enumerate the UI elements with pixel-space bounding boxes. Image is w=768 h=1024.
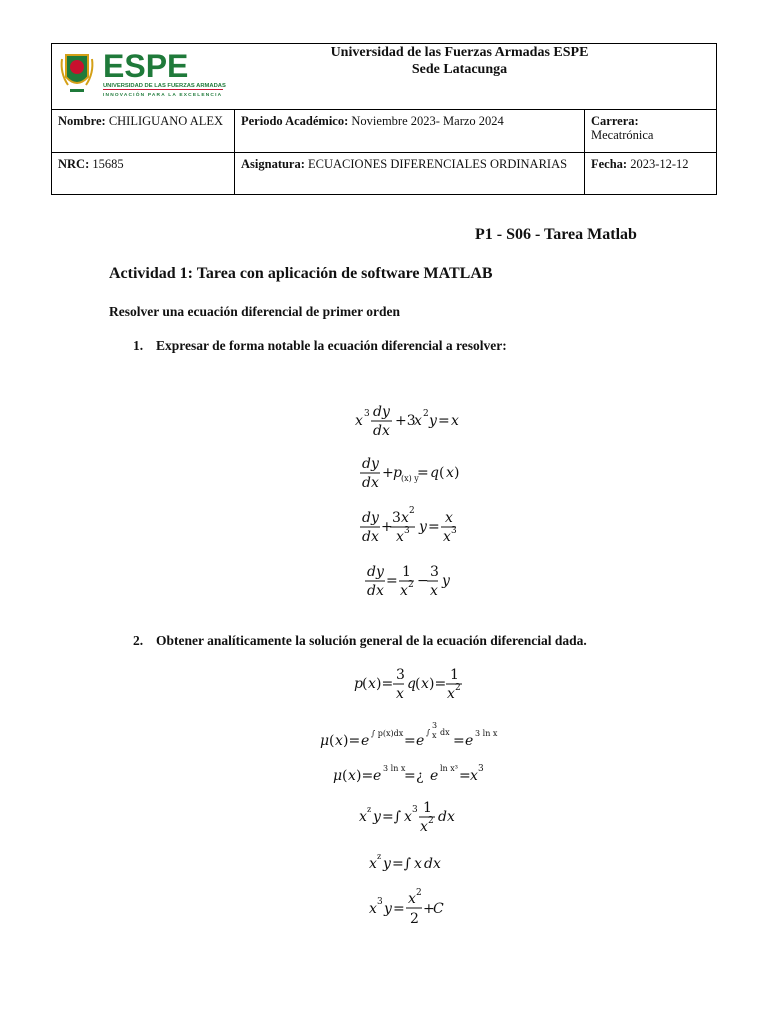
svg-text:=∫: =∫ xyxy=(382,809,402,825)
svg-text:2: 2 xyxy=(410,911,419,927)
svg-text:(: ( xyxy=(329,733,335,749)
svg-text:x: x xyxy=(396,529,404,545)
svg-text:(: ( xyxy=(342,768,348,784)
svg-text:(x) y: (x) y xyxy=(401,474,419,483)
svg-text:=: = xyxy=(393,901,405,917)
svg-text:∫ p(x)dx: ∫ p(x)dx xyxy=(371,729,404,738)
svg-text:dx: dx xyxy=(424,856,441,872)
logo-subtitle: UNIVERSIDAD DE LAS FUERZAS ARMADAS xyxy=(103,83,226,89)
svg-text:)=: )= xyxy=(343,733,361,749)
svg-text:1: 1 xyxy=(402,564,411,580)
svg-text:1: 1 xyxy=(450,667,459,683)
svg-text:2: 2 xyxy=(455,683,461,693)
svg-text:x: x xyxy=(348,768,356,784)
equation-10 xyxy=(369,888,444,927)
svg-text:+3: +3 xyxy=(395,413,416,429)
list-item-1-number: 1. xyxy=(133,338,144,353)
svg-text:2: 2 xyxy=(428,816,434,826)
svg-text:e: e xyxy=(416,733,425,749)
svg-text:(: ( xyxy=(439,465,445,481)
equation-9 xyxy=(369,852,441,872)
svg-text:x: x xyxy=(445,510,453,526)
svg-text:)=: )= xyxy=(376,676,394,692)
svg-text:x: x xyxy=(396,686,404,702)
svg-text:x: x xyxy=(368,676,376,692)
svg-text:μ: μ xyxy=(333,768,343,784)
svg-text:dx: dx xyxy=(367,583,384,599)
svg-text:y: y xyxy=(429,413,437,429)
period-value: Noviembre 2023- Marzo 2024 xyxy=(351,114,504,128)
svg-text:dy: dy xyxy=(362,456,379,472)
svg-text:y: y xyxy=(384,901,392,917)
svg-text:=: = xyxy=(417,465,429,481)
svg-text:p: p xyxy=(393,465,402,481)
name-value: CHILIGUANO ALEX xyxy=(108,114,224,128)
svg-text:μ: μ xyxy=(320,733,330,749)
equation-2 xyxy=(360,456,459,491)
svg-text:x: x xyxy=(451,413,459,429)
svg-text:C: C xyxy=(433,901,444,917)
svg-text:)=: )= xyxy=(429,676,447,692)
svg-text:x: x xyxy=(470,768,478,784)
equation-6 xyxy=(320,721,498,749)
period-label: Periodo Académico: xyxy=(241,114,349,128)
svg-text:3: 3 xyxy=(396,667,405,683)
nrc-label: NRC: xyxy=(58,157,90,171)
svg-text:e: e xyxy=(465,733,474,749)
career-value: Mecatrónica xyxy=(591,128,654,142)
equation-5 xyxy=(354,667,462,702)
list-item-1-text: Expresar de forma notable la ecuación diferencial a resolver: xyxy=(156,338,507,353)
svg-text:dx: dx xyxy=(362,529,379,545)
svg-text:x: x xyxy=(369,901,377,917)
svg-text:q: q xyxy=(430,465,439,481)
svg-text:ln x³: ln x³ xyxy=(440,764,458,773)
assignment-code-title: P1 - S06 - Tarea Matlab xyxy=(475,226,637,243)
svg-text:x: x xyxy=(369,856,377,872)
svg-text:y: y xyxy=(442,573,450,589)
svg-text:2: 2 xyxy=(416,888,422,898)
svg-text:e: e xyxy=(373,768,382,784)
svg-text:)=: )= xyxy=(356,768,374,784)
svg-text:=: = xyxy=(404,768,416,784)
svg-text:=∫: =∫ xyxy=(392,856,412,872)
svg-text:=: = xyxy=(438,413,450,429)
svg-text:3: 3 xyxy=(451,526,457,536)
svg-text:y: y xyxy=(383,856,391,872)
svg-text:e: e xyxy=(361,733,370,749)
svg-text:q: q xyxy=(407,676,416,692)
list-item-2-number: 2. xyxy=(133,633,144,648)
university-name: Universidad de las Fuerzas Armadas ESPE xyxy=(330,45,589,60)
svg-text:x: x xyxy=(447,686,455,702)
svg-text:x: x xyxy=(420,819,428,835)
svg-text:+: + xyxy=(423,901,435,917)
name-label: Nombre: xyxy=(58,114,106,128)
logo-slogan: INNOVACIÓN PARA LA EXCELENCIA xyxy=(103,93,223,98)
svg-text:3: 3 xyxy=(412,805,418,815)
svg-text:3: 3 xyxy=(404,526,410,536)
svg-text:x: x xyxy=(359,809,367,825)
svg-text:=: = xyxy=(404,733,416,749)
svg-text:=: = xyxy=(386,573,398,589)
subject-value: ECUACIONES DIFERENCIALES ORDINARIAS xyxy=(308,157,568,171)
svg-text:−: − xyxy=(417,573,429,589)
svg-text:3: 3 xyxy=(377,897,383,907)
svg-text:dy: dy xyxy=(373,404,390,420)
career-label: Carrera: xyxy=(591,114,639,128)
svg-text:x: x xyxy=(414,413,422,429)
svg-text:x: x xyxy=(401,510,409,526)
svg-text:x: x xyxy=(355,413,363,429)
svg-text:x: x xyxy=(404,809,412,825)
svg-text:dx: dx xyxy=(438,809,455,825)
equation-8 xyxy=(359,800,455,835)
svg-text:1: 1 xyxy=(423,800,432,816)
svg-text:x: x xyxy=(430,583,438,599)
svg-text:2: 2 xyxy=(408,580,414,590)
svg-text:dy: dy xyxy=(362,510,379,526)
svg-text:2: 2 xyxy=(423,409,429,419)
svg-text:x: x xyxy=(432,731,437,740)
svg-text:2: 2 xyxy=(409,506,415,516)
svg-text:=: = xyxy=(459,768,471,784)
svg-text:y: y xyxy=(419,519,427,535)
svg-text:z: z xyxy=(367,805,372,814)
svg-text:3: 3 xyxy=(478,764,484,774)
svg-text:(: ( xyxy=(362,676,368,692)
subject-label: Asignatura: xyxy=(241,157,305,171)
svg-text:=: = xyxy=(428,519,440,535)
svg-text:+: + xyxy=(381,519,393,535)
svg-text:e: e xyxy=(430,768,439,784)
svg-text:x: x xyxy=(408,891,416,907)
activity-title: Actividad 1: Tarea con aplicación de software MATLAB xyxy=(109,265,493,282)
svg-text:dy: dy xyxy=(367,564,384,580)
svg-text:y: y xyxy=(373,809,381,825)
svg-text:x: x xyxy=(446,465,454,481)
svg-text:x: x xyxy=(414,856,422,872)
date-value: 2023-12-12 xyxy=(630,157,689,171)
section-subtitle: Resolver una ecuación diferencial de primer orden xyxy=(109,304,400,319)
svg-text:∫: ∫ xyxy=(426,728,431,737)
svg-text:3: 3 xyxy=(392,510,401,526)
svg-text:x: x xyxy=(421,676,429,692)
campus-name: Sede Latacunga xyxy=(411,62,508,77)
svg-text:dx: dx xyxy=(373,423,390,439)
svg-text:): ) xyxy=(454,465,460,481)
equation-1 xyxy=(355,404,459,439)
svg-text:3 ln x: 3 ln x xyxy=(383,764,406,773)
svg-text:z: z xyxy=(377,852,382,861)
svg-text:x: x xyxy=(400,583,408,599)
svg-text:3: 3 xyxy=(430,564,439,580)
equation-3 xyxy=(360,506,457,545)
svg-text:x: x xyxy=(443,529,451,545)
date-label: Fecha: xyxy=(591,157,628,171)
svg-text:¿: ¿ xyxy=(416,768,424,784)
svg-text:(: ( xyxy=(415,676,421,692)
svg-text:3 ln x: 3 ln x xyxy=(475,729,498,738)
svg-text:+: + xyxy=(382,465,394,481)
svg-text:p: p xyxy=(354,676,363,692)
svg-text:dx: dx xyxy=(362,475,379,491)
svg-text:3: 3 xyxy=(432,721,438,730)
nrc-value: 15685 xyxy=(92,157,124,171)
logo-wordmark: ESPE xyxy=(103,48,189,84)
svg-text:3: 3 xyxy=(364,409,370,419)
svg-text:x: x xyxy=(335,733,343,749)
equation-7 xyxy=(333,764,484,784)
equation-4 xyxy=(365,564,451,599)
svg-text:dx: dx xyxy=(440,728,450,737)
svg-text:=: = xyxy=(453,733,465,749)
list-item-2-text: Obtener analíticamente la solución general de la ecuación diferencial dada. xyxy=(156,633,587,648)
